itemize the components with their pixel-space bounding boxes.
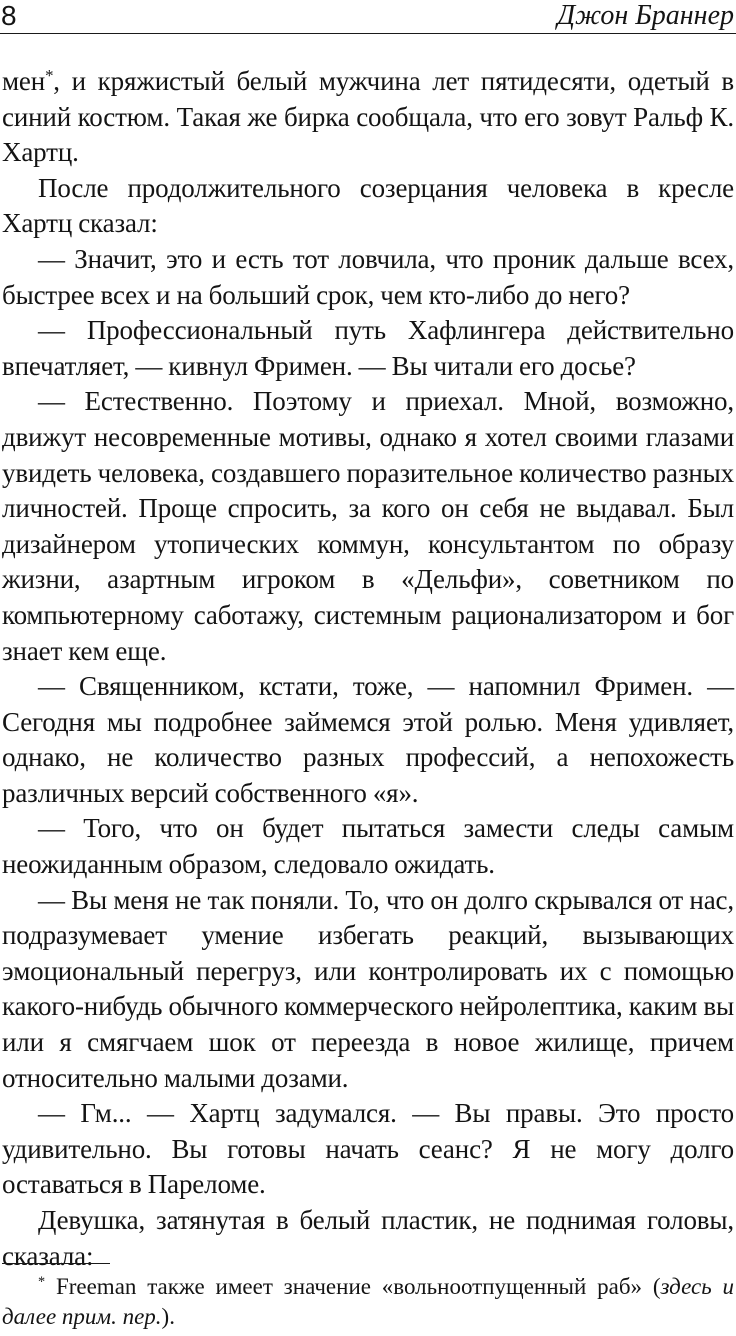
page-header	[0, 0, 736, 34]
footnote-divider	[2, 1263, 110, 1264]
paragraph-3: — Значит, это и есть тот ловчила, что проник дальше всех, быстрее всех и на больший срок, чем кто-либо до него?	[2, 243, 734, 310]
paragraph-9: — Гм... — Хартц задумался. — Вы правы. Это просто удивительно. Вы готовы начать сеанс? Я не могу долго оставаться в Пареломе.	[2, 1098, 734, 1200]
footnote-italic-note: здесь и далее прим. пер.	[2, 1274, 734, 1329]
main-text	[2, 64, 734, 1274]
paragraph-2: После продолжительного созерцания человека в кресле Хартц сказал:	[2, 172, 734, 239]
footnote	[2, 1272, 734, 1332]
paragraph-6: — Священником, кстати, тоже, — напомнил Фримен. — Сегодня мы подробнее займемся этой ролью. Меня удивляет, однако, не количество разных профессий, а непохожесть различных версий собственного «я».	[2, 671, 734, 808]
footnote-text: Freeman также имеет значение «вольноотпущенный раб» (	[45, 1274, 661, 1299]
footnote-mark: *	[38, 1274, 46, 1291]
running-head-author: Джон Браннер	[557, 0, 734, 31]
paragraph-4: — Профессиональный путь Хафлингера действительно впечатляет, — кивнул Фримен. — Вы читали его досье?	[2, 315, 734, 381]
page-number: 8	[1, 0, 17, 31]
footnote-reference-mark: *	[45, 65, 54, 85]
paragraph-1-start: мен	[2, 66, 46, 96]
paragraph-1-rest: , и кряжистый белый мужчина лет пятидесяти, одетый в синий костюм. Такая же бирка сообщала, что его зовут Ральф К. Хартц.	[2, 66, 734, 168]
paragraph-8: — Вы меня не так поняли. То, что он долго скрывался от нас, подразумевает умение избегать реакций, вызывающих эмоциональный перегруз, или контролировать их с помощью какого-нибудь обычного коммерческого нейролептика, каким вы или я смягчаем шок от переезда в новое жилище, причем относительно малыми дозами.	[2, 884, 734, 1093]
paragraph-5: — Естественно. Поэтому и приехал. Мной, возможно, движут несовременные мотивы, однако я хотел своими глазами увидеть человека, создавшего поразительное количество разных личностей. Проще спросить, за кого он себя не выдавал. Был дизайнером утопических коммун, консультантом по образу жизни, азартным игроком в «Дельфи», советником по компьютерному саботажу, системным рационализатором и бог знает кем еще.	[2, 386, 734, 666]
paragraph-7: — Того, что он будет пытаться замести следы самым неожиданным образом, следовало ожидать.	[2, 813, 734, 880]
footnote-close: ).	[161, 1304, 175, 1329]
paragraph-1	[2, 64, 734, 171]
paragraph-10: Девушка, затянутая в белый пластик, не поднимая головы, сказала:	[2, 1205, 734, 1271]
